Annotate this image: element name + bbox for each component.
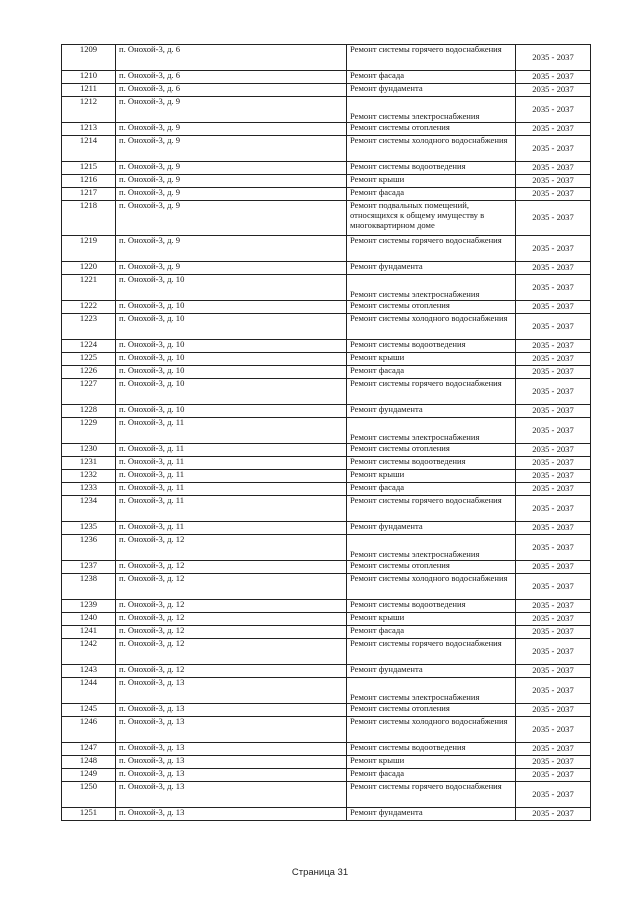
table-row (62, 457, 591, 470)
work-type-cell: Ремонт фасада (347, 188, 516, 201)
work-type-cell: Ремонт фундамента (347, 808, 516, 821)
work-type-cell: Ремонт фундамента (347, 665, 516, 678)
work-type-cell: Ремонт системы отопления (347, 704, 516, 717)
period-cell: 2035 - 2037 (516, 175, 591, 188)
table-row (62, 379, 591, 405)
period-cell: 2035 - 2037 (516, 522, 591, 535)
row-number-cell: 1226 (62, 366, 116, 379)
work-type-cell: Ремонт системы водоотведения (347, 340, 516, 353)
row-number-cell: 1230 (62, 444, 116, 457)
period-cell: 2035 - 2037 (516, 162, 591, 175)
period-cell: 2035 - 2037 (516, 340, 591, 353)
table-row (62, 136, 591, 162)
row-number-cell: 1236 (62, 535, 116, 561)
work-type-cell: Ремонт системы водоотведения (347, 600, 516, 613)
address-cell: п. Онохой-3, д. 13 (116, 756, 347, 769)
row-number-cell: 1239 (62, 600, 116, 613)
work-type-cell: Ремонт системы отопления (347, 444, 516, 457)
work-type-cell: Ремонт фундамента (347, 84, 516, 97)
work-type-cell: Ремонт системы холодного водоснабжения (347, 136, 516, 162)
row-number-cell: 1228 (62, 405, 116, 418)
table-row (62, 756, 591, 769)
row-number-cell: 1238 (62, 574, 116, 600)
period-cell: 2035 - 2037 (516, 45, 591, 71)
address-cell: п. Онохой-3, д. 9 (116, 123, 347, 136)
table-row (62, 808, 591, 821)
period-cell: 2035 - 2037 (516, 262, 591, 275)
address-cell: п. Онохой-3, д. 6 (116, 45, 347, 71)
work-type-cell: Ремонт системы водоотведения (347, 743, 516, 756)
work-type-cell: Ремонт системы отопления (347, 561, 516, 574)
work-type-cell: Ремонт фундамента (347, 522, 516, 535)
address-cell: п. Онохой-3, д. 11 (116, 457, 347, 470)
period-cell: 2035 - 2037 (516, 188, 591, 201)
period-cell: 2035 - 2037 (516, 405, 591, 418)
table-row (62, 201, 591, 236)
period-cell: 2035 - 2037 (516, 756, 591, 769)
address-cell: п. Онохой-3, д. 13 (116, 717, 347, 743)
row-number-cell: 1234 (62, 496, 116, 522)
row-number-cell: 1209 (62, 45, 116, 71)
address-cell: п. Онохой-3, д. 9 (116, 188, 347, 201)
row-number-cell: 1216 (62, 175, 116, 188)
table-row (62, 353, 591, 366)
table-row (62, 236, 591, 262)
address-cell: п. Онохой-3, д. 9 (116, 97, 347, 123)
row-number-cell: 1245 (62, 704, 116, 717)
period-cell: 2035 - 2037 (516, 314, 591, 340)
address-cell: п. Онохой-3, д. 12 (116, 574, 347, 600)
address-cell: п. Онохой-3, д. 10 (116, 314, 347, 340)
period-cell: 2035 - 2037 (516, 236, 591, 262)
address-cell: п. Онохой-3, д. 6 (116, 84, 347, 97)
address-cell: п. Онохой-3, д. 9 (116, 262, 347, 275)
table-row (62, 188, 591, 201)
row-number-cell: 1225 (62, 353, 116, 366)
table-row (62, 782, 591, 808)
work-type-cell: Ремонт системы водоотведения (347, 457, 516, 470)
work-type-cell: Ремонт фасада (347, 71, 516, 84)
work-type-cell: Ремонт крыши (347, 756, 516, 769)
period-cell: 2035 - 2037 (516, 665, 591, 678)
row-number-cell: 1224 (62, 340, 116, 353)
address-cell: п. Онохой-3, д. 10 (116, 379, 347, 405)
address-cell: п. Онохой-3, д. 11 (116, 444, 347, 457)
table-row (62, 444, 591, 457)
table-row (62, 418, 591, 444)
period-cell: 2035 - 2037 (516, 496, 591, 522)
period-cell: 2035 - 2037 (516, 535, 591, 561)
work-type-cell: Ремонт подвальных помещений, относящихся к общему имуществу в многоквартирном доме (347, 201, 516, 236)
work-type-cell: Ремонт системы горячего водоснабжения (347, 496, 516, 522)
address-cell: п. Онохой-3, д. 12 (116, 561, 347, 574)
period-cell: 2035 - 2037 (516, 84, 591, 97)
row-number-cell: 1220 (62, 262, 116, 275)
table-row (62, 123, 591, 136)
period-cell: 2035 - 2037 (516, 626, 591, 639)
address-cell: п. Онохой-3, д. 13 (116, 704, 347, 717)
row-number-cell: 1229 (62, 418, 116, 444)
address-cell: п. Онохой-3, д. 12 (116, 665, 347, 678)
address-cell: п. Онохой-3, д. 12 (116, 600, 347, 613)
row-number-cell: 1221 (62, 275, 116, 301)
table-row (62, 162, 591, 175)
work-type-cell: Ремонт системы холодного водоснабжения (347, 574, 516, 600)
table-row (62, 340, 591, 353)
address-cell: п. Онохой-3, д. 13 (116, 782, 347, 808)
table-row (62, 613, 591, 626)
row-number-cell: 1227 (62, 379, 116, 405)
work-type-cell: Ремонт крыши (347, 470, 516, 483)
row-number-cell: 1211 (62, 84, 116, 97)
row-number-cell: 1250 (62, 782, 116, 808)
table-row (62, 366, 591, 379)
work-type-cell: Ремонт системы электроснабжения (347, 275, 516, 301)
work-type-cell: Ремонт системы горячего водоснабжения (347, 782, 516, 808)
period-cell: 2035 - 2037 (516, 561, 591, 574)
address-cell: п. Онохой-3, д. 13 (116, 769, 347, 782)
row-number-cell: 1218 (62, 201, 116, 236)
work-type-cell: Ремонт системы электроснабжения (347, 418, 516, 444)
row-number-cell: 1243 (62, 665, 116, 678)
row-number-cell: 1232 (62, 470, 116, 483)
work-type-cell: Ремонт крыши (347, 353, 516, 366)
address-cell: п. Онохой-3, д. 13 (116, 678, 347, 704)
work-type-cell: Ремонт системы электроснабжения (347, 97, 516, 123)
address-cell: п. Онохой-3, д. 13 (116, 743, 347, 756)
row-number-cell: 1237 (62, 561, 116, 574)
period-cell: 2035 - 2037 (516, 71, 591, 84)
row-number-cell: 1210 (62, 71, 116, 84)
table-row (62, 71, 591, 84)
address-cell: п. Онохой-3, д. 10 (116, 275, 347, 301)
table-body (62, 45, 591, 821)
row-number-cell: 1247 (62, 743, 116, 756)
address-cell: п. Онохой-3, д. 11 (116, 418, 347, 444)
table-row (62, 175, 591, 188)
period-cell: 2035 - 2037 (516, 201, 591, 236)
period-cell: 2035 - 2037 (516, 613, 591, 626)
work-type-cell: Ремонт крыши (347, 175, 516, 188)
row-number-cell: 1244 (62, 678, 116, 704)
work-type-cell: Ремонт системы отопления (347, 301, 516, 314)
work-type-cell: Ремонт системы электроснабжения (347, 678, 516, 704)
address-cell: п. Онохой-3, д. 9 (116, 162, 347, 175)
table-row (62, 717, 591, 743)
work-type-cell: Ремонт фасада (347, 366, 516, 379)
work-type-cell: Ремонт системы электроснабжения (347, 535, 516, 561)
work-type-cell: Ремонт системы водоотведения (347, 162, 516, 175)
period-cell: 2035 - 2037 (516, 717, 591, 743)
table-row (62, 535, 591, 561)
table-row (62, 262, 591, 275)
table-row (62, 84, 591, 97)
table-row (62, 574, 591, 600)
table-row (62, 314, 591, 340)
period-cell: 2035 - 2037 (516, 444, 591, 457)
table-row (62, 522, 591, 535)
address-cell: п. Онохой-3, д. 11 (116, 496, 347, 522)
address-cell: п. Онохой-3, д. 10 (116, 405, 347, 418)
row-number-cell: 1241 (62, 626, 116, 639)
work-type-cell: Ремонт системы отопления (347, 123, 516, 136)
table-row (62, 665, 591, 678)
table-row (62, 45, 591, 71)
row-number-cell: 1212 (62, 97, 116, 123)
row-number-cell: 1242 (62, 639, 116, 665)
address-cell: п. Онохой-3, д. 11 (116, 522, 347, 535)
address-cell: п. Онохой-3, д. 9 (116, 175, 347, 188)
table-row (62, 405, 591, 418)
row-number-cell: 1222 (62, 301, 116, 314)
row-number-cell: 1213 (62, 123, 116, 136)
address-cell: п. Онохой-3, д. 9 (116, 136, 347, 162)
repair-schedule-table (61, 44, 591, 821)
row-number-cell: 1249 (62, 769, 116, 782)
table-row (62, 639, 591, 665)
address-cell: п. Онохой-3, д. 10 (116, 340, 347, 353)
address-cell: п. Онохой-3, д. 6 (116, 71, 347, 84)
table-row (62, 301, 591, 314)
row-number-cell: 1235 (62, 522, 116, 535)
period-cell: 2035 - 2037 (516, 123, 591, 136)
table-row (62, 470, 591, 483)
period-cell: 2035 - 2037 (516, 678, 591, 704)
row-number-cell: 1231 (62, 457, 116, 470)
period-cell: 2035 - 2037 (516, 470, 591, 483)
period-cell: 2035 - 2037 (516, 418, 591, 444)
period-cell: 2035 - 2037 (516, 639, 591, 665)
work-type-cell: Ремонт системы горячего водоснабжения (347, 45, 516, 71)
table-row (62, 769, 591, 782)
work-type-cell: Ремонт крыши (347, 613, 516, 626)
address-cell: п. Онохой-3, д. 9 (116, 236, 347, 262)
period-cell: 2035 - 2037 (516, 808, 591, 821)
period-cell: 2035 - 2037 (516, 275, 591, 301)
address-cell: п. Онохой-3, д. 10 (116, 366, 347, 379)
row-number-cell: 1214 (62, 136, 116, 162)
address-cell: п. Онохой-3, д. 12 (116, 626, 347, 639)
table-row (62, 483, 591, 496)
table-row (62, 496, 591, 522)
work-type-cell: Ремонт системы горячего водоснабжения (347, 379, 516, 405)
period-cell: 2035 - 2037 (516, 782, 591, 808)
address-cell: п. Онохой-3, д. 10 (116, 353, 347, 366)
work-type-cell: Ремонт фасада (347, 626, 516, 639)
period-cell: 2035 - 2037 (516, 353, 591, 366)
period-cell: 2035 - 2037 (516, 743, 591, 756)
work-type-cell: Ремонт системы горячего водоснабжения (347, 236, 516, 262)
address-cell: п. Онохой-3, д. 12 (116, 535, 347, 561)
row-number-cell: 1217 (62, 188, 116, 201)
work-type-cell: Ремонт фундамента (347, 405, 516, 418)
period-cell: 2035 - 2037 (516, 301, 591, 314)
period-cell: 2035 - 2037 (516, 97, 591, 123)
row-number-cell: 1246 (62, 717, 116, 743)
work-type-cell: Ремонт фасада (347, 769, 516, 782)
period-cell: 2035 - 2037 (516, 483, 591, 496)
table-row (62, 97, 591, 123)
table-row (62, 275, 591, 301)
row-number-cell: 1219 (62, 236, 116, 262)
work-type-cell: Ремонт системы горячего водоснабжения (347, 639, 516, 665)
row-number-cell: 1251 (62, 808, 116, 821)
period-cell: 2035 - 2037 (516, 704, 591, 717)
row-number-cell: 1240 (62, 613, 116, 626)
address-cell: п. Онохой-3, д. 9 (116, 201, 347, 236)
address-cell: п. Онохой-3, д. 11 (116, 483, 347, 496)
address-cell: п. Онохой-3, д. 11 (116, 470, 347, 483)
table-row (62, 561, 591, 574)
table-row (62, 678, 591, 704)
work-type-cell: Ремонт фундамента (347, 262, 516, 275)
row-number-cell: 1233 (62, 483, 116, 496)
period-cell: 2035 - 2037 (516, 574, 591, 600)
address-cell: п. Онохой-3, д. 10 (116, 301, 347, 314)
work-type-cell: Ремонт системы холодного водоснабжения (347, 717, 516, 743)
table-row (62, 600, 591, 613)
table-row (62, 626, 591, 639)
work-type-cell: Ремонт фасада (347, 483, 516, 496)
table-row (62, 743, 591, 756)
address-cell: п. Онохой-3, д. 12 (116, 639, 347, 665)
period-cell: 2035 - 2037 (516, 366, 591, 379)
page-number: Страница 31 (291, 867, 349, 878)
address-cell: п. Онохой-3, д. 13 (116, 808, 347, 821)
period-cell: 2035 - 2037 (516, 600, 591, 613)
work-type-cell: Ремонт системы холодного водоснабжения (347, 314, 516, 340)
period-cell: 2035 - 2037 (516, 769, 591, 782)
address-cell: п. Онохой-3, д. 12 (116, 613, 347, 626)
row-number-cell: 1215 (62, 162, 116, 175)
table-row (62, 704, 591, 717)
row-number-cell: 1248 (62, 756, 116, 769)
period-cell: 2035 - 2037 (516, 136, 591, 162)
row-number-cell: 1223 (62, 314, 116, 340)
period-cell: 2035 - 2037 (516, 457, 591, 470)
period-cell: 2035 - 2037 (516, 379, 591, 405)
